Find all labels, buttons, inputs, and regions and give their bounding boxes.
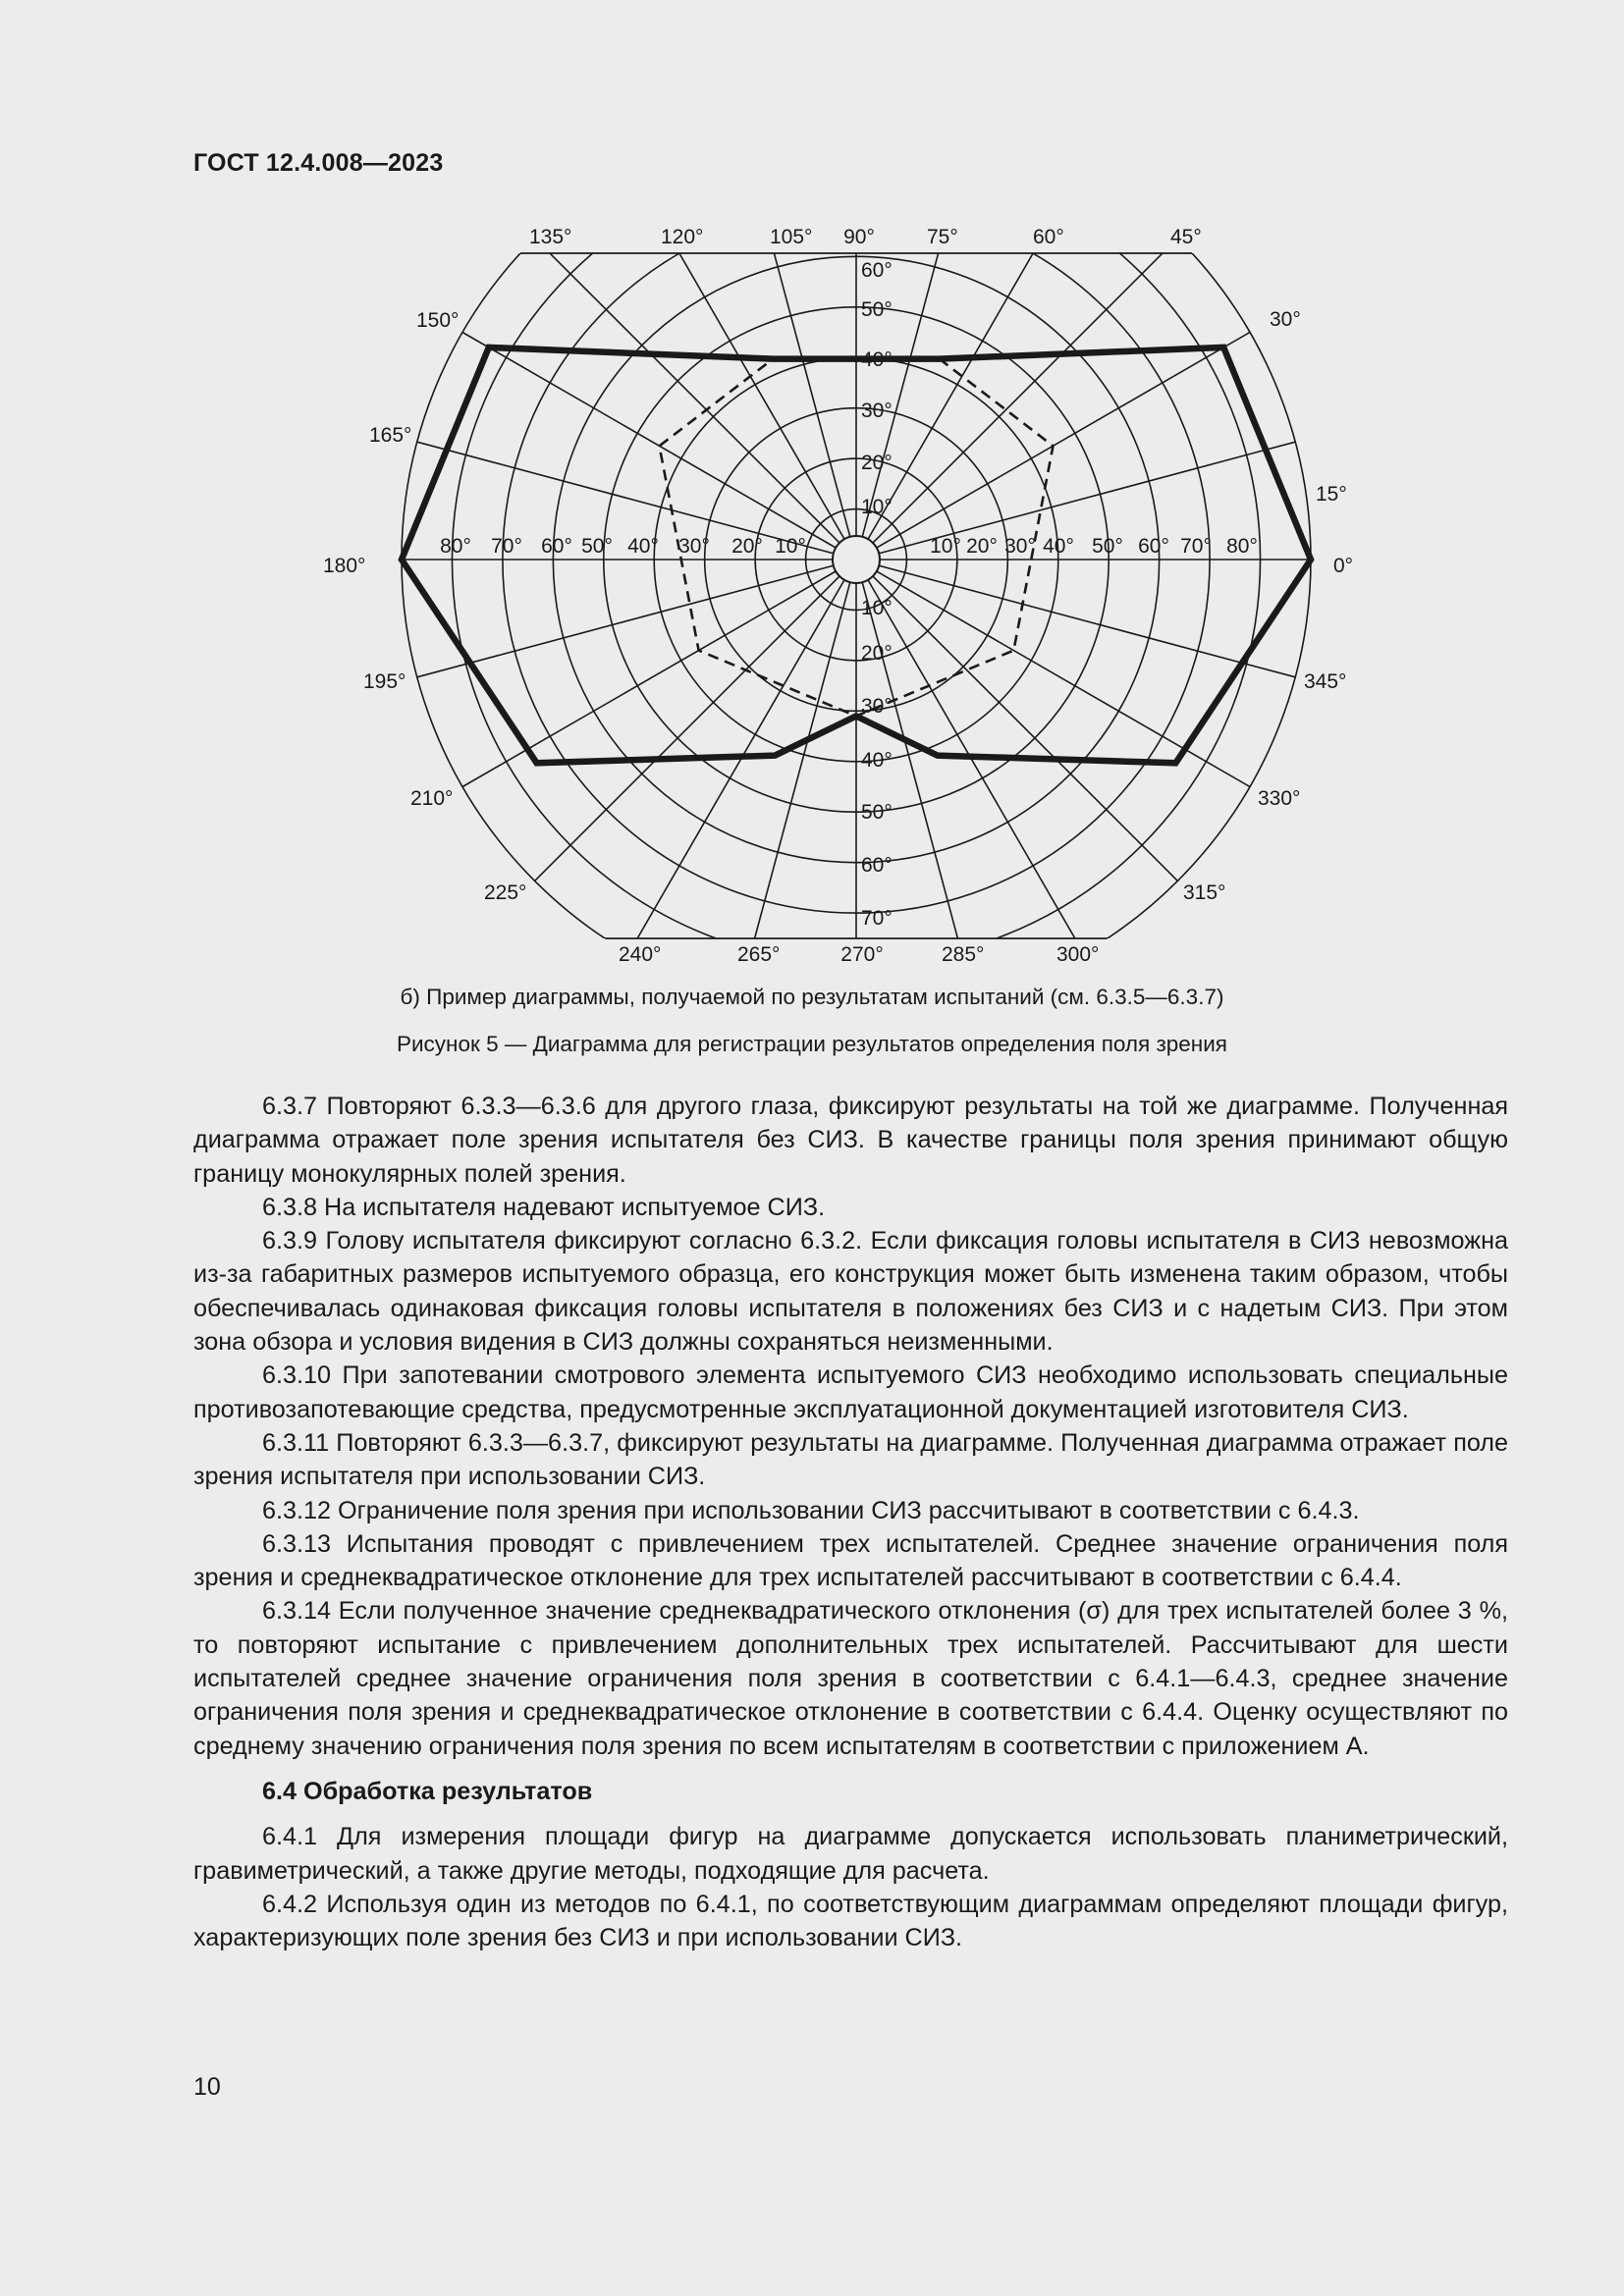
angle-label: 165° [369, 424, 412, 447]
radial-label-down: 20° [861, 642, 893, 665]
angle-label: 225° [484, 881, 527, 904]
angle-label: 270° [840, 943, 884, 966]
radial-label-down: 30° [861, 695, 893, 718]
paragraph-6-3-10: 6.3.10 При запотевании смотрового элемента испытуемого СИЗ необходимо использовать специальные противозапотевающие средства, предусмотренные эксплуатационной документацией изготовителя СИЗ. [193, 1362, 1508, 1423]
paragraph-6-3-9: 6.3.9 Голову испытателя фиксируют согласно 6.3.2. Если фиксация головы испытателя в СИЗ невозможна из-за габаритных размеров испытуемого образца, его конструкция может быть изменена таким образом, чтобы обеспечивалась одинаковая фиксация головы испытателя в положениях без СИЗ и с надетым СИЗ. При этом зона обзора и условия видения в СИЗ должны сохраняться неизменными. [193, 1227, 1508, 1357]
angle-label: 150° [416, 309, 460, 332]
angle-label: 45° [1170, 226, 1202, 248]
grid-spoke [535, 571, 844, 881]
radial-label-left: 80° [440, 535, 471, 558]
radial-label-down: 60° [861, 854, 893, 877]
paragraph-6-3-13: 6.3.13 Испытания проводят с привлечением трех испытателей. Среднее значение ограничения поля зрения и среднеквадратическое отклонение для трех испытателей рассчитывают в соответствии с 6.4.4. [193, 1529, 1508, 1592]
body-text [193, 1090, 1508, 1954]
grid-spoke [871, 333, 1250, 552]
angle-label: 240° [619, 943, 662, 966]
document-header: ГОСТ 12.4.008—2023 [193, 149, 444, 177]
figure-subcaption: б) Пример диаграммы, получаемой по результатам испытаний (см. 6.3.5—6.3.7) [400, 985, 1224, 1009]
field-of-vision-polar-chart [323, 221, 1365, 982]
angle-label: 315° [1183, 881, 1226, 904]
paragraph-6-3-14: 6.3.14 Если полученное значение среднеквадратического отклонения (σ) для трех испытателей более 3 %, то повторяют испытание с привлечением дополнительных трех испытателей. Рассчитывают для шести испытателей среднее значение ограничения поля зрения в соответствии с 6.4.1—6.4.3, среднее значение ограничения поля зрения и среднеквадратическое отклонение в соответствии с 6.4.4. Оценку осуществляют по среднему значению ограничения поля зрения по всем испытателям в соответствии с приложением А. [193, 1597, 1508, 1760]
radial-label-up: 40° [861, 348, 893, 371]
radial-label-left: 20° [731, 535, 763, 558]
angle-label: 285° [942, 943, 985, 966]
angle-label: 135° [529, 226, 572, 248]
paragraph-6-3-12: 6.3.12 Ограничение поля зрения при использовании СИЗ рассчитывают в соответствии с 6.4.3. [262, 1496, 1360, 1524]
radial-label-right: 10° [930, 535, 961, 558]
radial-label-up: 20° [861, 452, 893, 474]
paragraph-6-4-1: 6.4.1 Для измерения площади фигур на диаграмме допускается использовать планиметрический, гравиметрический, а также другие методы, подходящие для расчета. [193, 1823, 1508, 1885]
paragraph-6-3-8: 6.3.8 На испытателя надевают испытуемое СИЗ. [262, 1193, 826, 1221]
paragraph-6-3-11: 6.3.11 Повторяют 6.3.3—6.3.7, фиксируют результаты на диаграмме. Полученная диаграмма отражает поле зрения испытателя при использовании СИЗ. [193, 1428, 1508, 1491]
radial-label-left: 30° [678, 535, 710, 558]
grid-spoke [865, 574, 1084, 953]
angle-label: 60° [1033, 226, 1064, 248]
page-number: 10 [193, 2073, 221, 2101]
radial-label-left: 10° [775, 535, 806, 558]
radial-label-right: 30° [1004, 535, 1036, 558]
center-point [833, 536, 880, 583]
section-heading-6-4: 6.4 Обработка результатов [262, 1777, 593, 1805]
figure-caption: Рисунок 5 — Диаграмма для регистрации результатов определения поля зрения [396, 1032, 1227, 1056]
angle-label: 0° [1333, 555, 1354, 577]
angle-label: 300° [1056, 943, 1100, 966]
radial-label-left: 60° [541, 535, 572, 558]
angle-label: 75° [927, 226, 958, 248]
angle-label: 210° [410, 787, 454, 810]
radial-label-right: 40° [1043, 535, 1074, 558]
radial-label-left: 40° [627, 535, 659, 558]
radial-label-right: 80° [1226, 535, 1258, 558]
grid-spoke [868, 239, 1177, 548]
radial-label-left: 50° [581, 535, 613, 558]
angle-label: 330° [1258, 787, 1301, 810]
grid-spoke [462, 333, 841, 552]
angle-label: 105° [770, 226, 813, 248]
radial-label-right: 50° [1092, 535, 1123, 558]
radial-label-up: 10° [861, 496, 893, 518]
radial-label-right: 70° [1180, 535, 1212, 558]
radial-label-down: 40° [861, 749, 893, 772]
angle-label: 265° [737, 943, 781, 966]
paragraph-6-4-2: 6.4.2 Используя один из методов по 6.4.1, по соответствующим диаграммам определяют площади фигур, характеризующих поле зрения без СИЗ и при использовании СИЗ. [193, 1890, 1508, 1952]
angle-label: 30° [1270, 308, 1301, 331]
grid-spoke [629, 574, 848, 953]
radial-label-right: 20° [966, 535, 998, 558]
chart-labels [323, 226, 1353, 966]
radial-label-left: 70° [491, 535, 522, 558]
angle-label: 15° [1316, 483, 1347, 506]
radial-label-up: 50° [861, 298, 893, 321]
paragraph-6-3-7: 6.3.7 Повторяют 6.3.3—6.3.6 для другого глаза, фиксируют результаты на той же диаграмме. Полученная диаграмма отражает поле зрения испытателя без СИЗ. В качестве границы поля зрения принимают общую границу монокулярных полей зрения. [193, 1093, 1508, 1188]
angle-label: 120° [661, 226, 704, 248]
angle-label: 195° [363, 670, 406, 693]
radial-label-down: 50° [861, 801, 893, 824]
angle-label: 345° [1304, 670, 1347, 693]
radial-label-down: 10° [861, 597, 893, 619]
angle-label: 180° [323, 555, 366, 577]
angle-label: 90° [843, 226, 875, 248]
radial-label-down: 70° [861, 907, 893, 930]
radial-label-up: 30° [861, 400, 893, 422]
radial-label-up: 60° [861, 259, 893, 282]
grid-spoke [868, 571, 1177, 881]
radial-label-right: 60° [1138, 535, 1169, 558]
grid-spoke [535, 239, 844, 548]
